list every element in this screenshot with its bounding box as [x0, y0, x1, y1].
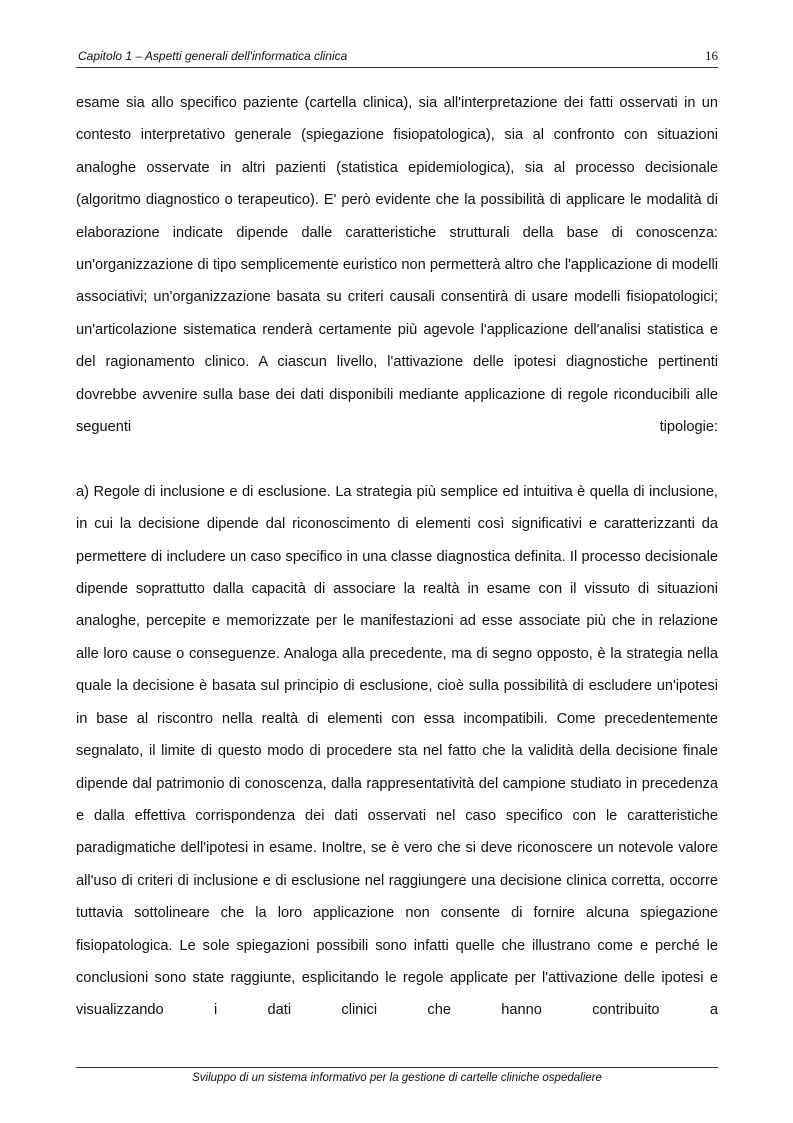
- paragraph-inclusion-exclusion-rules: a) Regole di inclusione e di esclusione. La strategia più semplice ed intuitiva è quella di inclusione, in cui la decisione dipende dal riconoscimento di elementi così significativi e caratterizzanti da permettere di includere un caso specifico in una classe diagnostica definita. Il processo decisionale dipende soprattutto dalla capacità di associare la realtà in esame con il vissuto di situazioni analoghe, percepite e memorizzate per le manifestazioni ad esse associate più che in relazione alle loro cause o conseguenze. Analoga alla precedente, ma di segno opposto, è la strategia nella quale la decisione è basata sul principio di esclusione, cioè sulla possibilità di escludere un'ipotesi in base al riscontro nella realtà di elementi con essa incompatibili. Come precedentemente segnalato, il limite di questo modo di procedere sta nel fatto che la validità della decisione finale dipende dal patrimonio di conoscenza, dalla rappresentatività del campione studiato in precedenza e dalla effettiva corrispondenza dei dati osservati nel caso specifico con le caratteristiche paradigmatiche dell'ipotesi in esame. Inoltre, se è vero che si deve riconoscere un notevole valore all'uso di criteri di inclusione e di esclusione nel raggiungere una decisione clinica corretta, occorre tuttavia sottolineare che la loro applicazione non consente di fornire alcuna spiegazione fisiopatologica. Le sole spiegazioni possibili sono infatti quelle che illustrano come e perché le conclusioni sono state raggiunte, esplicitando le regole applicate per l'attivazione delle ipotesi e visualizzando i dati clinici che hanno contribuito a: [76, 483, 718, 1019]
- page-number: 16: [705, 48, 718, 63]
- page-footer: [76, 1067, 718, 1086]
- page-header: [76, 45, 718, 68]
- paragraph-continuation: esame sia allo specifico paziente (cartella clinica), sia all'interpretazione dei fatti osservati in un contesto interpretativo generale (spiegazione fisiopatologica), sia al confronto con situazioni analoghe osservate in altri pazienti (statistica epidemiologica), sia al processo decisionale (algoritmo diagnostico o terapeutico). E' però evidente che la possibilità di applicare le modalità di elaborazione indicate dipende dalle caratteristiche strutturali della base di conoscenza: un'organizzazione di tipo semplicemente euristico non permetterà altro che l'applicazione di modelli associativi; un'organizzazione basata su criteri causali consentirà di usare modelli fisiopatologici; un'articolazione sistematica renderà certamente più agevole l'applicazione dell'analisi statistica e del ragionamento clinico. A ciascun livello, l'attivazione delle ipotesi diagnostiche pertinenti dovrebbe avvenire sulla base dei dati disponibili mediante applicazione di regole riconducibili alle seguenti tipologie:: [76, 95, 718, 436]
- body-text: [76, 87, 718, 1027]
- footer-title: Sviluppo di un sistema informativo per la gestione di cartelle cliniche ospedaliere: [192, 1072, 602, 1084]
- chapter-title: Capitolo 1 – Aspetti generali dell'informatica clinica: [78, 49, 348, 63]
